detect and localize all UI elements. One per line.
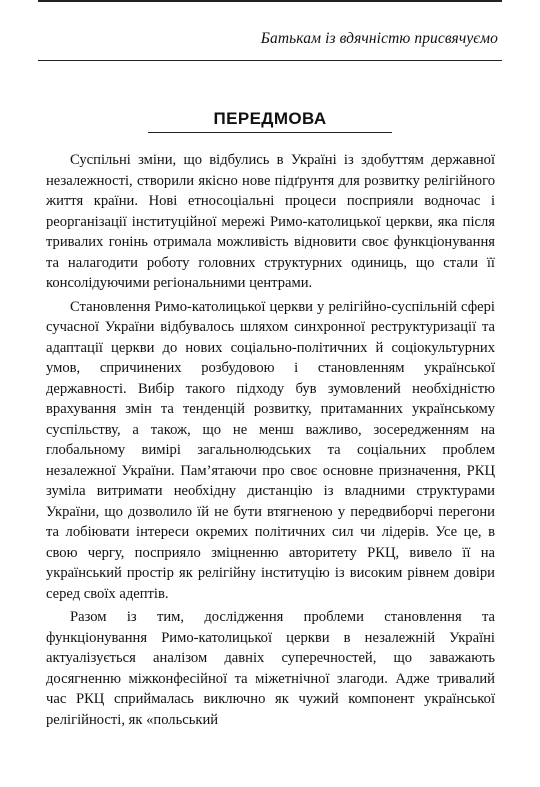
paragraph-2: Становлення Римо-католицької церкви у релігійно-суспільній сфері сучасної України відбувалось шляхом синхронної реструктуризації та адаптації церкви до нових соціально-політичних й соціокультурних умов, спричинених розбудовою і становленням української державності. Вибір такого підходу був зумовлений необхідністю врахування змін та тенденцій розвитку, притаманних українському суспільству, а також, що не менш важливо, зосередженням на глобальному вимірі загальнолюдських та соціальних проблем незалежної України. Пам’ятаючи про своє основне призначення, РКЦ зуміла витримати необхідну дистанцію із владними структурами України, що дозволило їй не бути втягненою у передвиборчі перегони та лобіювати інтереси окремих політичних сил чи лідерів. Усе це, в свою чергу, посприяло зміцненню авторитету РКЦ, вивело її на український простір як релігійну інституцію із високим рівнем довіри серед своїх адептів.	[46, 298, 495, 602]
dedication-rule	[38, 60, 502, 61]
top-rule	[38, 0, 502, 2]
paragraph-3: Разом із тим, дослідження проблеми становлення та функціонування Римо-католицької церкви в незалежній Україні актуалізується аналізом давніх суперечностей, що заважають досягненню міжконфесійної та міжетнічної злагоди. Адже тривалий час РКЦ сприймалась виключно як чужий компонент української релігійності, як «польський	[46, 609, 495, 728]
dedication: Батькам із вдячністю присвячуємо	[260, 30, 498, 47]
paragraph-1: Суспільні зміни, що відбулись в Україні із здобуттям державної незалежності, створили якісно нове підґрунтя для розвитку релігійного життя країни. Нові етносоціальні процеси посприяли водночас і реорганізації інституційної мережі Римо-католицької церкви, яка після тривалих гонінь отримала можливість відновити своє функціонування та налагодити роботу головних структурних одиниць, що стали її консолідуючими регіональними центрами.	[46, 152, 495, 291]
page-title: ПЕРЕДМОВА	[213, 109, 327, 128]
body-text	[46, 150, 495, 733]
title-underline	[148, 132, 392, 133]
